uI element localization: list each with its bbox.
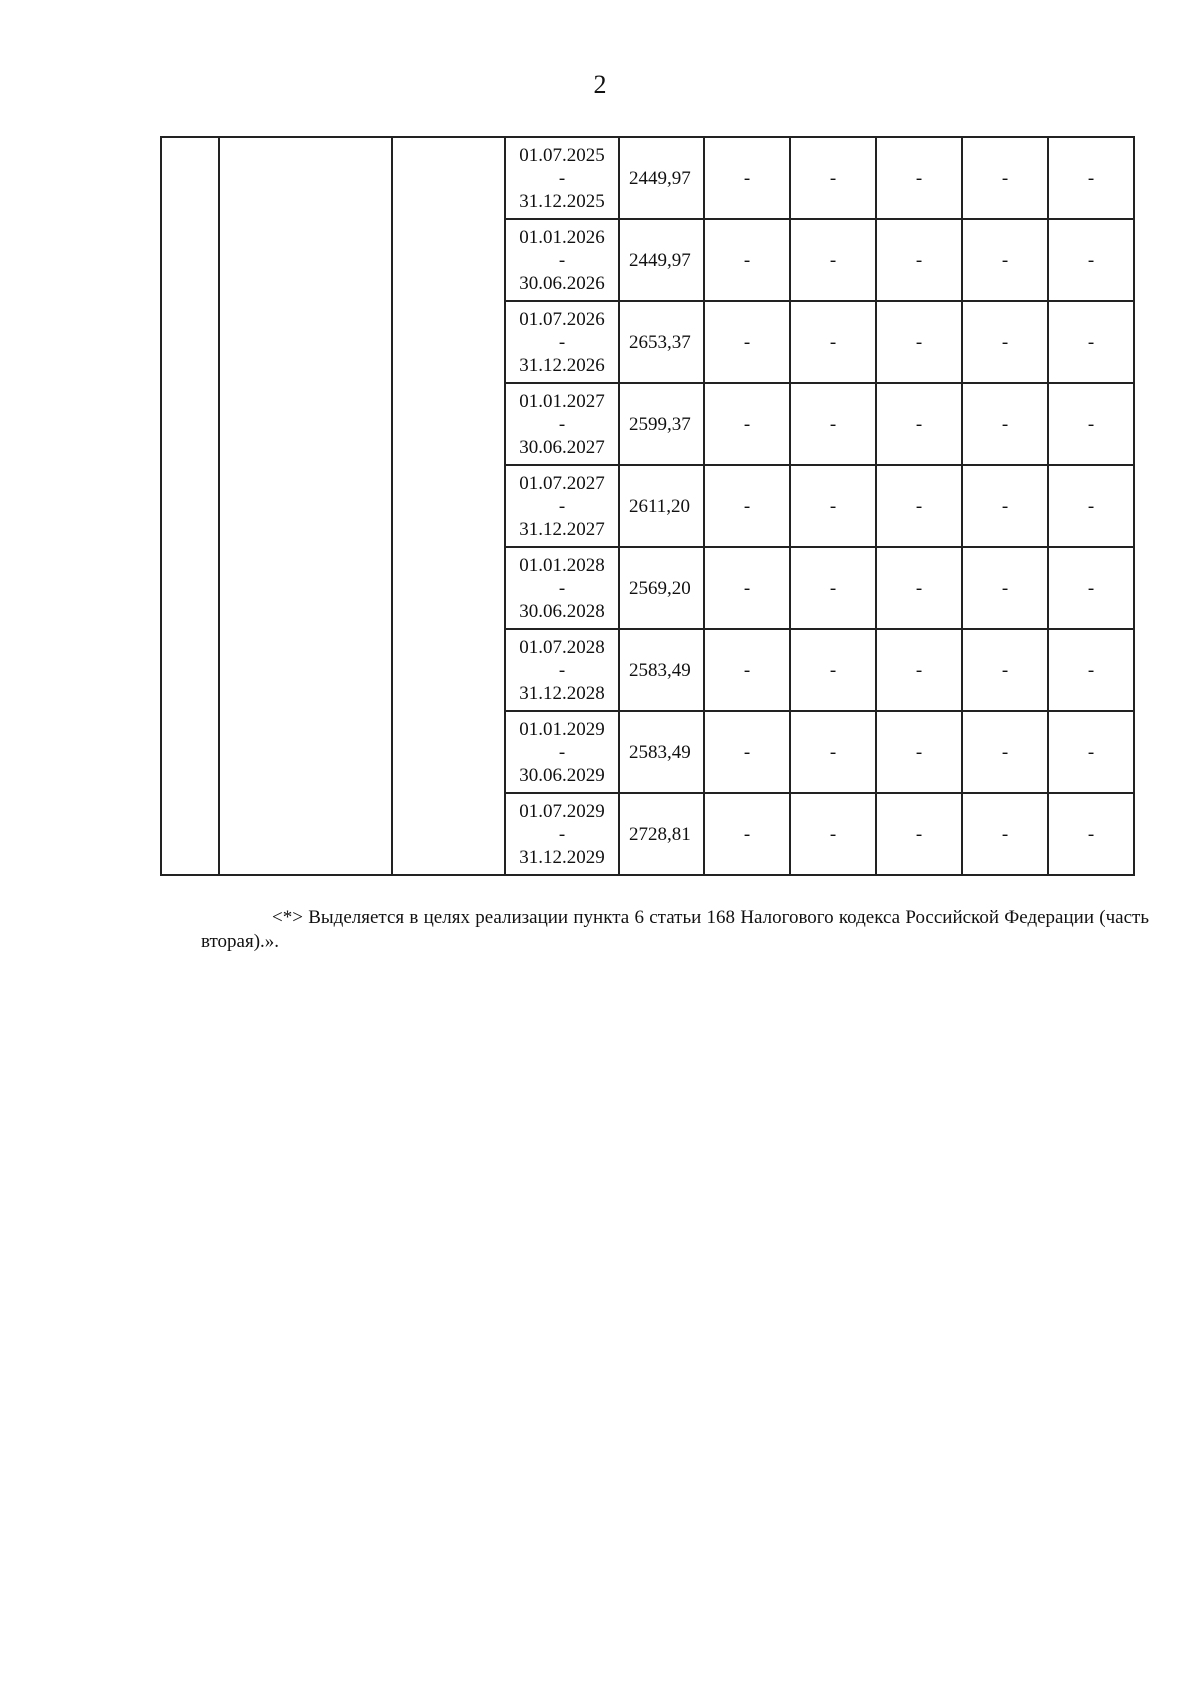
dash-cell-2: - xyxy=(790,629,876,711)
blank-col-3 xyxy=(392,465,505,547)
blank-col-2 xyxy=(219,137,392,219)
period-end: 31.12.2029 xyxy=(519,846,605,868)
blank-col-1 xyxy=(161,219,219,301)
dash-cell-4: - xyxy=(962,465,1048,547)
period-start: 01.01.2026 xyxy=(519,226,605,248)
dash-cell-2: - xyxy=(790,219,876,301)
period-separator: - xyxy=(558,167,566,189)
blank-col-2 xyxy=(219,383,392,465)
tariff-value: 2583,49 xyxy=(619,711,704,793)
table-row xyxy=(161,711,1134,793)
dash-cell-1: - xyxy=(704,301,790,383)
dash-cell-1: - xyxy=(704,465,790,547)
tariff-value: 2449,97 xyxy=(619,219,704,301)
dash-cell-1: - xyxy=(704,383,790,465)
period-cell xyxy=(505,547,619,629)
dash-cell-3: - xyxy=(876,793,962,875)
dash-cell-2: - xyxy=(790,301,876,383)
dash-cell-1: - xyxy=(704,219,790,301)
table-row xyxy=(161,629,1134,711)
period-start: 01.07.2026 xyxy=(519,308,605,330)
blank-col-1 xyxy=(161,301,219,383)
blank-col-2 xyxy=(219,711,392,793)
dash-cell-3: - xyxy=(876,711,962,793)
dash-cell-2: - xyxy=(790,711,876,793)
period-cell xyxy=(505,711,619,793)
period-start: 01.01.2027 xyxy=(519,390,605,412)
tariff-table xyxy=(160,136,1135,876)
blank-col-1 xyxy=(161,793,219,875)
period-cell xyxy=(505,383,619,465)
dash-cell-1: - xyxy=(704,547,790,629)
blank-col-1 xyxy=(161,383,219,465)
blank-col-3 xyxy=(392,793,505,875)
period-end: 31.12.2025 xyxy=(519,190,605,212)
blank-col-3 xyxy=(392,137,505,219)
period-separator: - xyxy=(558,413,566,435)
table-row xyxy=(161,793,1134,875)
dash-cell-4: - xyxy=(962,137,1048,219)
period-end: 30.06.2026 xyxy=(519,272,605,294)
period-start: 01.01.2029 xyxy=(519,718,605,740)
table-row xyxy=(161,301,1134,383)
dash-cell-2: - xyxy=(790,547,876,629)
dash-cell-4: - xyxy=(962,301,1048,383)
table-row xyxy=(161,137,1134,219)
dash-cell-5: - xyxy=(1048,137,1134,219)
period-separator: - xyxy=(558,741,566,763)
period-separator: - xyxy=(558,659,566,681)
tariff-value: 2653,37 xyxy=(619,301,704,383)
blank-col-2 xyxy=(219,547,392,629)
dash-cell-2: - xyxy=(790,793,876,875)
dash-cell-5: - xyxy=(1048,383,1134,465)
dash-cell-2: - xyxy=(790,465,876,547)
period-end: 31.12.2028 xyxy=(519,682,605,704)
period-cell xyxy=(505,629,619,711)
dash-cell-4: - xyxy=(962,711,1048,793)
dash-cell-5: - xyxy=(1048,793,1134,875)
period-cell xyxy=(505,137,619,219)
dash-cell-3: - xyxy=(876,629,962,711)
dash-cell-4: - xyxy=(962,629,1048,711)
blank-col-2 xyxy=(219,629,392,711)
period-end: 31.12.2026 xyxy=(519,354,605,376)
period-end: 31.12.2027 xyxy=(519,518,605,540)
dash-cell-3: - xyxy=(876,465,962,547)
dash-cell-3: - xyxy=(876,383,962,465)
dash-cell-4: - xyxy=(962,219,1048,301)
blank-col-3 xyxy=(392,301,505,383)
blank-col-3 xyxy=(392,383,505,465)
period-cell xyxy=(505,219,619,301)
dash-cell-5: - xyxy=(1048,629,1134,711)
tariff-value: 2569,20 xyxy=(619,547,704,629)
period-cell xyxy=(505,465,619,547)
period-cell xyxy=(505,301,619,383)
blank-col-2 xyxy=(219,301,392,383)
blank-col-3 xyxy=(392,547,505,629)
tariff-value: 2449,97 xyxy=(619,137,704,219)
dash-cell-3: - xyxy=(876,301,962,383)
table-row xyxy=(161,465,1134,547)
dash-cell-1: - xyxy=(704,629,790,711)
dash-cell-4: - xyxy=(962,547,1048,629)
table-row xyxy=(161,383,1134,465)
tariff-value: 2611,20 xyxy=(619,465,704,547)
tariff-value: 2599,37 xyxy=(619,383,704,465)
dash-cell-2: - xyxy=(790,383,876,465)
dash-cell-3: - xyxy=(876,547,962,629)
period-cell xyxy=(505,793,619,875)
period-end: 30.06.2027 xyxy=(519,436,605,458)
dash-cell-5: - xyxy=(1048,547,1134,629)
dash-cell-5: - xyxy=(1048,219,1134,301)
blank-col-3 xyxy=(392,711,505,793)
blank-col-1 xyxy=(161,547,219,629)
period-start: 01.07.2028 xyxy=(519,636,605,658)
footnote: <*> Выделяется в целях реализации пункта 6 статьи 168 Налогового кодекса Российской Федерации (часть вторая).». xyxy=(201,907,1149,952)
blank-col-1 xyxy=(161,711,219,793)
page-number: 2 xyxy=(593,70,607,99)
table-row xyxy=(161,547,1134,629)
period-end: 30.06.2028 xyxy=(519,600,605,622)
period-separator: - xyxy=(558,823,566,845)
table-body xyxy=(161,137,1134,875)
tariff-value: 2583,49 xyxy=(619,629,704,711)
dash-cell-1: - xyxy=(704,711,790,793)
dash-cell-4: - xyxy=(962,383,1048,465)
period-end: 30.06.2029 xyxy=(519,764,605,786)
blank-col-1 xyxy=(161,465,219,547)
dash-cell-3: - xyxy=(876,137,962,219)
dash-cell-5: - xyxy=(1048,301,1134,383)
period-separator: - xyxy=(558,495,566,517)
tariff-value: 2728,81 xyxy=(619,793,704,875)
period-start: 01.07.2029 xyxy=(519,800,605,822)
blank-col-1 xyxy=(161,629,219,711)
dash-cell-2: - xyxy=(790,137,876,219)
period-start: 01.07.2025 xyxy=(519,144,605,166)
dash-cell-5: - xyxy=(1048,465,1134,547)
period-separator: - xyxy=(558,577,566,599)
dash-cell-4: - xyxy=(962,793,1048,875)
dash-cell-1: - xyxy=(704,793,790,875)
blank-col-3 xyxy=(392,219,505,301)
blank-col-2 xyxy=(219,219,392,301)
period-start: 01.01.2028 xyxy=(519,554,605,576)
dash-cell-1: - xyxy=(704,137,790,219)
dash-cell-5: - xyxy=(1048,711,1134,793)
blank-col-3 xyxy=(392,629,505,711)
period-separator: - xyxy=(558,331,566,353)
table-row xyxy=(161,219,1134,301)
dash-cell-3: - xyxy=(876,219,962,301)
blank-col-2 xyxy=(219,465,392,547)
period-separator: - xyxy=(558,249,566,271)
blank-col-2 xyxy=(219,793,392,875)
blank-col-1 xyxy=(161,137,219,219)
period-start: 01.07.2027 xyxy=(519,472,605,494)
